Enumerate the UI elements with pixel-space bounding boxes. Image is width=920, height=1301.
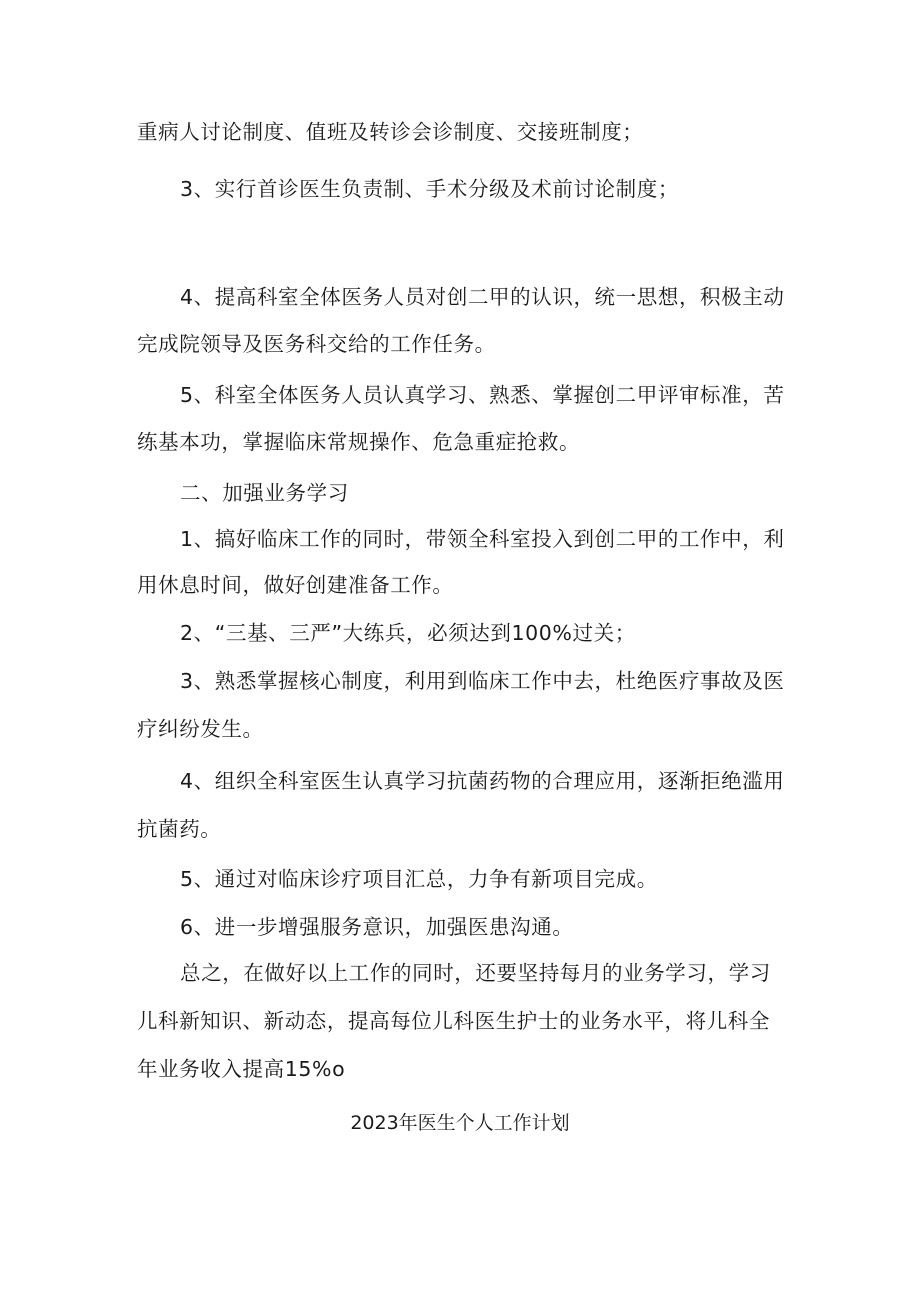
text-line-18: 儿科新知识、新动态，提高每位儿科医生护士的业务水平，将儿科全	[137, 1009, 770, 1033]
text-line-12: 疗纠纷发生。	[137, 717, 264, 741]
text-line-13: 4、组织全科室医生认真学习抗菌药物的合理应用，逐渐拒绝滥用	[180, 769, 785, 793]
text-line-5: 5、科室全体医务人员认真学习、熟悉、掌握创二甲评审标准，苦	[180, 383, 785, 407]
text-line-8: 1、搞好临床工作的同时，带领全科室投入到创二甲的工作中，利	[180, 527, 785, 551]
text-line-11: 3、熟悉掌握核心制度，利用到临床工作中去，杜绝医疗事故及医	[180, 669, 785, 693]
text-line-4: 完成院领导及医务科交给的工作任务。	[137, 332, 496, 356]
text-line-6: 练基本功，掌握临床常规操作、危急重症抢救。	[137, 430, 581, 454]
text-line-2: 3、实行首诊医生负责制、手术分级及术前讨论制度；	[180, 177, 679, 201]
text-line-10: 2、“三基、三严”大练兵，必须达到100%过关；	[180, 621, 636, 645]
text-line-14: 抗菌药。	[137, 817, 222, 841]
text-line-3: 4、提高科室全体医务人员对创二甲的认识，统一思想，积极主动	[180, 285, 785, 309]
text-line-1: 重病人讨论制度、值班及转诊会诊制度、交接班制度；	[137, 120, 644, 144]
document-title: 2023年医生个人工作计划	[350, 1112, 570, 1134]
section-heading: 二、加强业务学习	[180, 481, 349, 505]
text-line-15: 5、通过对临床诊疗项目汇总，力争有新项目完成。	[180, 867, 658, 891]
text-line-17: 总之，在做好以上工作的同时，还要坚持每月的业务学习，学习	[180, 961, 771, 985]
text-line-19: 年业务收入提高15%o	[137, 1057, 346, 1081]
text-line-16: 6、进一步增强服务意识，加强医患沟通。	[180, 915, 574, 939]
text-line-9: 用休息时间，做好创建准备工作。	[137, 573, 454, 597]
